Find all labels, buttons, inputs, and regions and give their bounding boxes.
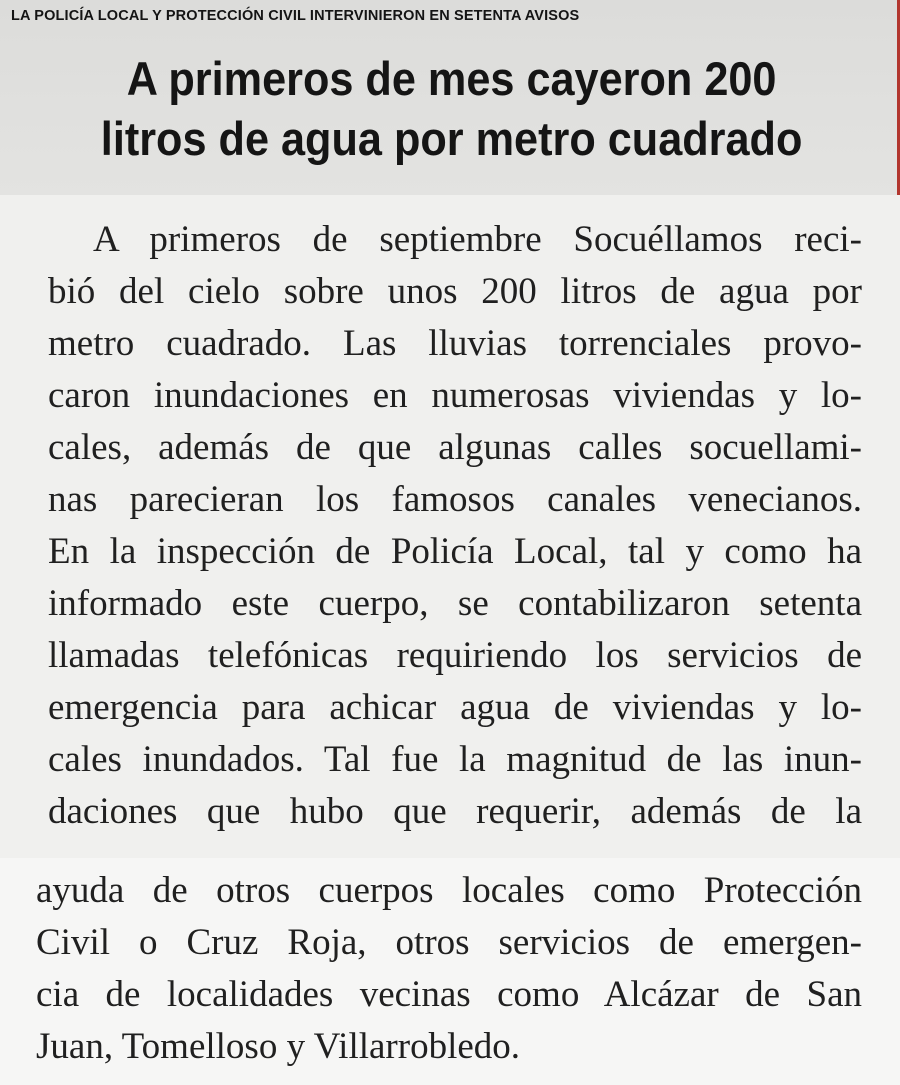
article-headline <box>38 49 866 169</box>
body-line: Civil o Cruz Roja, otros servicios de emergen- <box>36 922 862 963</box>
body-line: caron inundaciones en numerosas viviendas y lo- <box>48 375 862 416</box>
body-line: cia de localidades vecinas como Alcázar de San <box>36 974 862 1015</box>
article-kicker: LA POLICÍA LOCAL Y PROTECCIÓN CIVIL INTERVINIERON EN SETENTA AVISOS <box>11 8 580 24</box>
headline-line: A primeros de mes cayeron 200 <box>126 52 777 105</box>
body-line: metro cuadrado. Las lluvias torrenciales provo- <box>48 323 862 364</box>
body-line: En la inspección de Policía Local, tal y como ha <box>48 531 862 572</box>
body-line: nas parecieran los famosos canales venecianos. <box>48 479 862 520</box>
headline-line: litros de agua por metro cuadrado <box>100 112 803 165</box>
body-line: informado este cuerpo, se contabilizaron setenta <box>48 583 862 624</box>
body-line: emergencia para achicar agua de viviendas y lo- <box>48 687 862 728</box>
body-line: cales inundados. Tal fue la magnitud de las inun- <box>48 739 862 780</box>
body-line: bió del cielo sobre unos 200 litros de agua por <box>48 271 862 312</box>
body-line: ayuda de otros cuerpos locales como Protección <box>36 870 862 911</box>
body-line: cales, además de que algunas calles socuellami- <box>48 427 862 468</box>
body-line: daciones que hubo que requerir, además de la <box>48 791 862 832</box>
body-line: llamadas telefónicas requiriendo los servicios de <box>48 635 862 676</box>
body-line: A primeros de septiembre Socuéllamos reci- <box>93 219 862 260</box>
body-line: Juan, Tomelloso y Villarrobledo. <box>36 1026 521 1067</box>
